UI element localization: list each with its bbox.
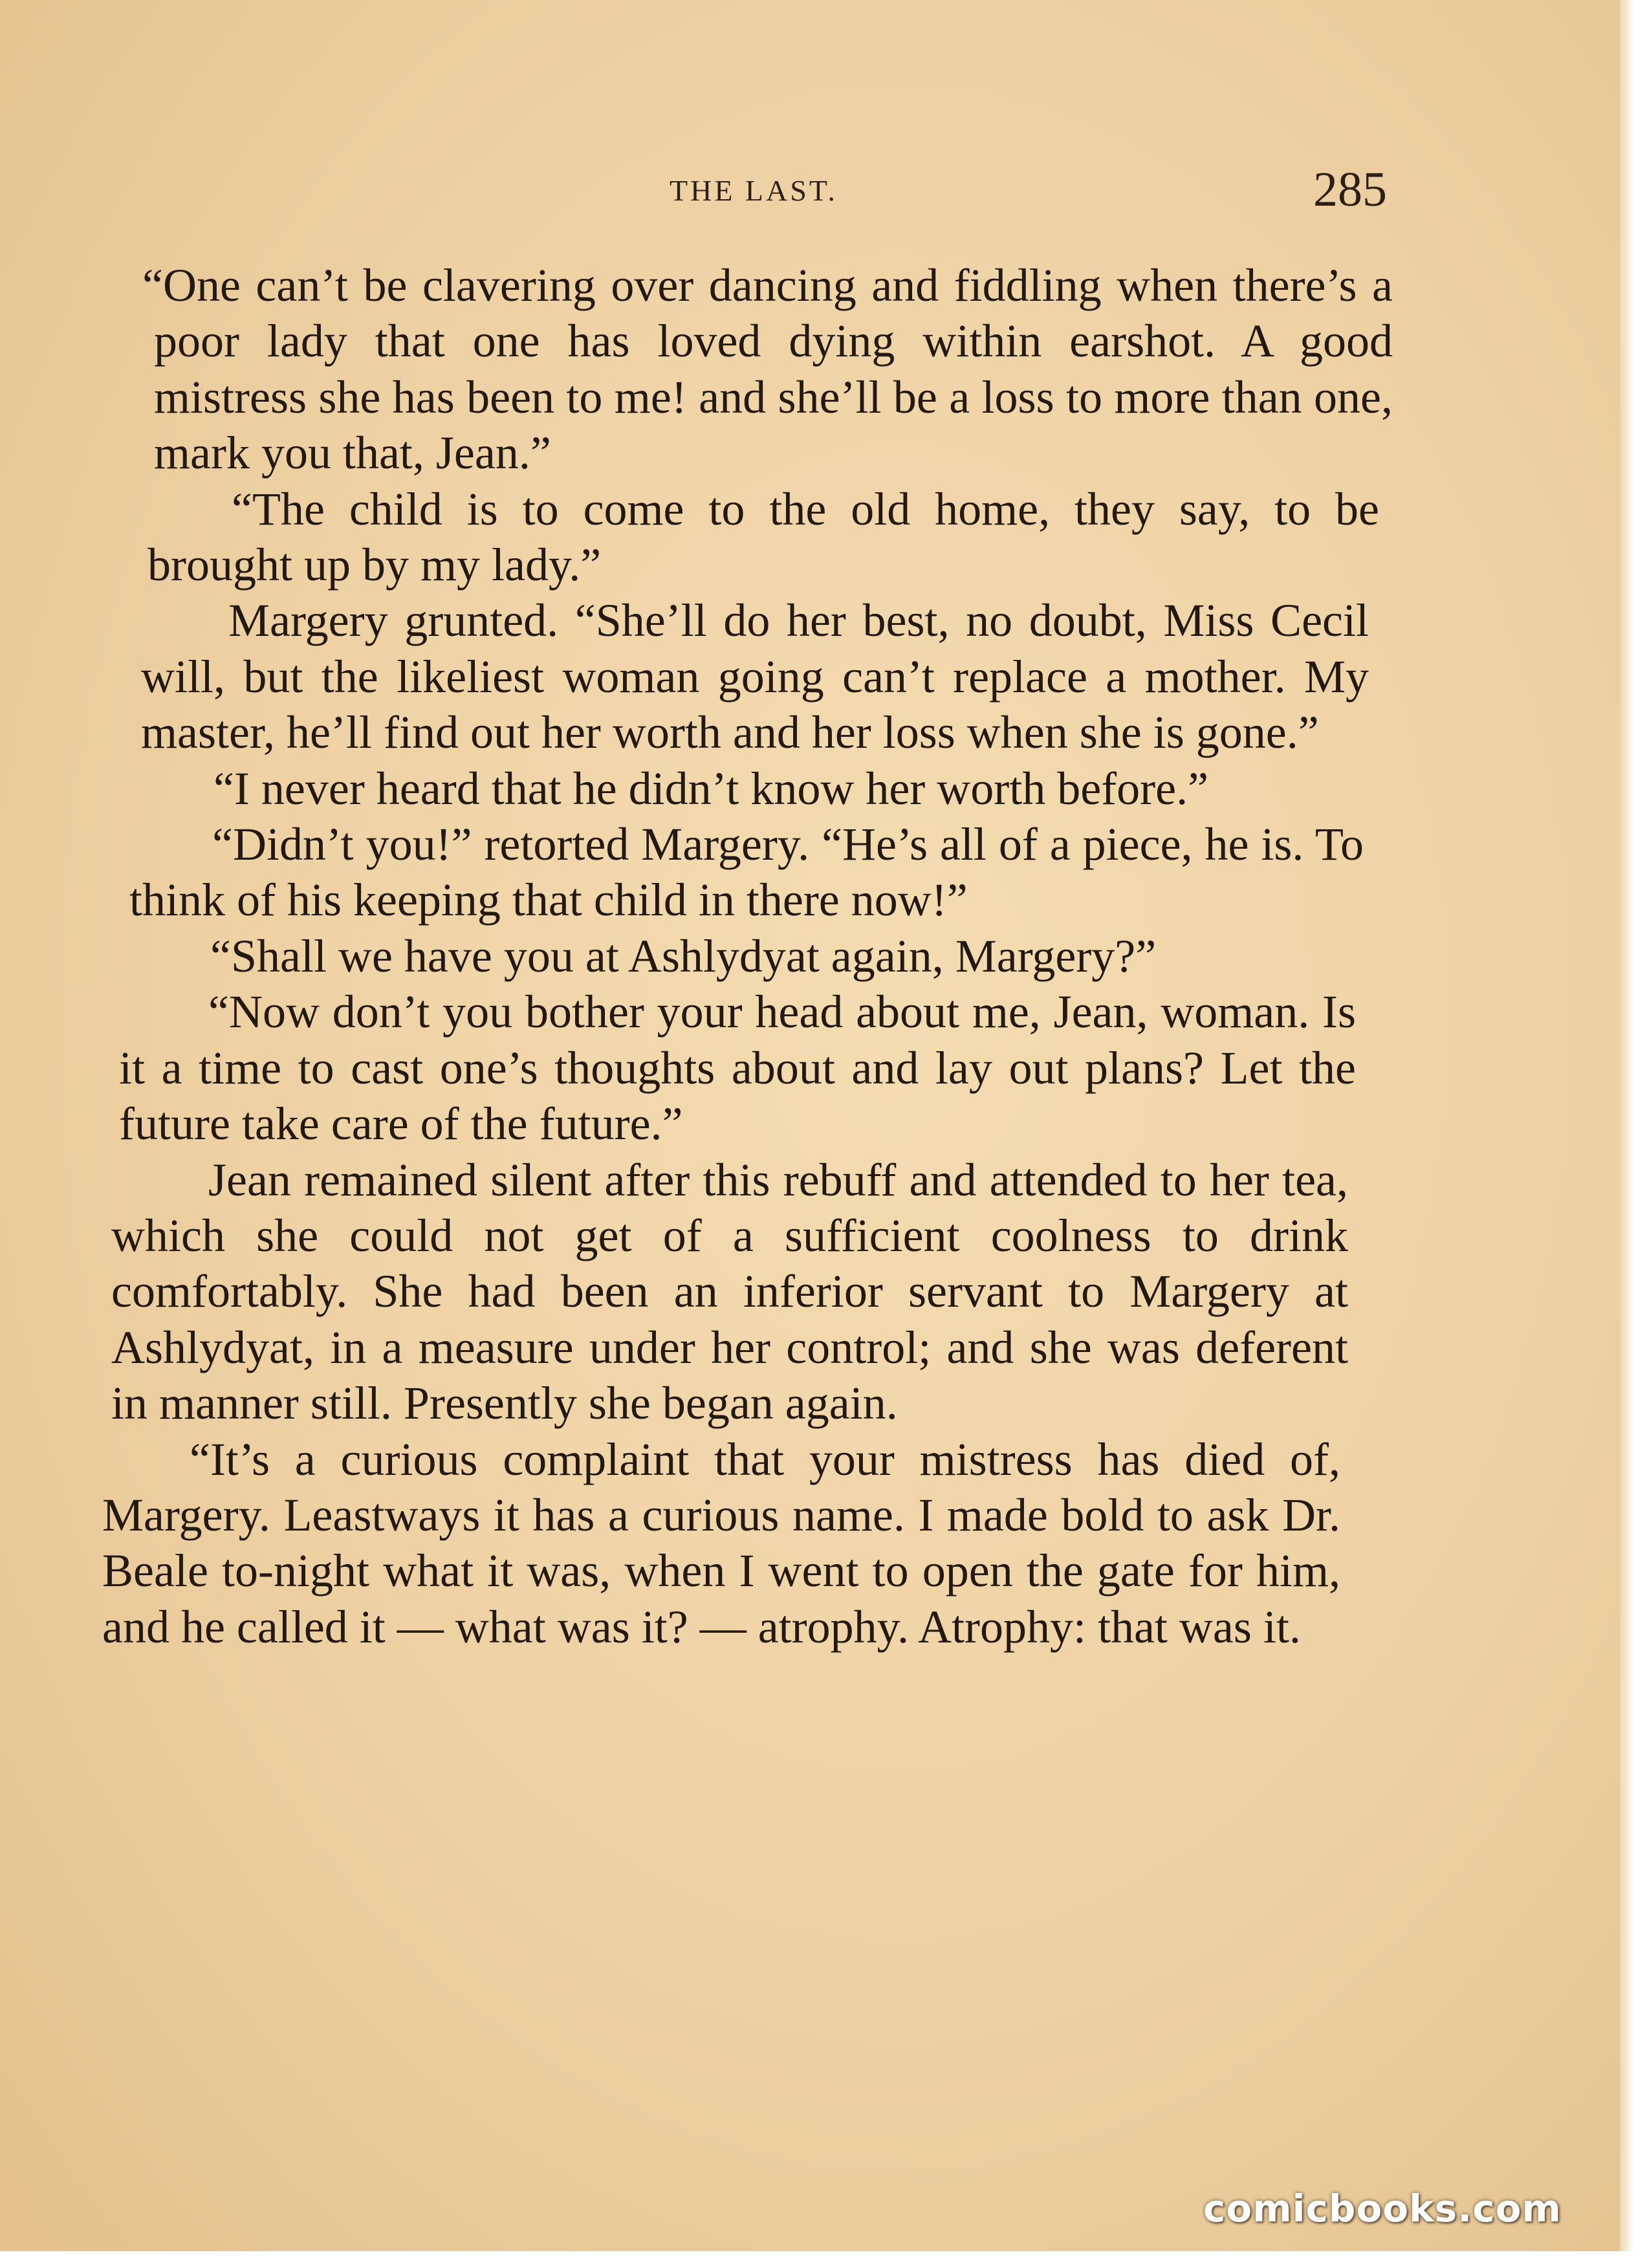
page-header [0, 162, 1634, 220]
paragraph-8: Jean remained silent after this rebuff and attended to her tea, which she could not get of a sufficient coolness to drink comfortably. She had been an inferior servant to Margery at Ashlydyat, in a measure under her control; and she was deferent in manner still. Presently she began again. [111, 1153, 1348, 1430]
paragraph-5: “Didn’t you!” retorted Margery. “He’s all of a piece, he is. To think of his keeping that child in there now!” [129, 818, 1364, 926]
paragraph-7: “Now don’t you bother your head about me, Jean, woman. Is it a time to cast one’s thoughts about and lay out plans? Let the future take care of the future.” [119, 986, 1356, 1150]
paragraph-1: “One can’t be clavering over dancing and fiddling when there’s a poor lady that one has loved dying within earshot. A good mistress she has been to me! and she’ll be a loss to more than one, mark you that, Jean.” [142, 259, 1393, 479]
paragraph-3: Margery grunted. “She’ll do her best, no doubt, Miss Cecil will, but the likeliest woman going can’t replace a mother. My master, he’ll find out her worth and her loss when she is gone.” [141, 594, 1369, 759]
paragraph-9: “It’s a curious complaint that your mistress has died of, Margery. Leastways it has a curious name. I made bold to ask Dr. Beale to-night what it was, when I went to open the gate for him, and he called it — what was it? — atrophy. Atrophy: that was it. [102, 1433, 1340, 1653]
page-number: 285 [1313, 162, 1387, 217]
paragraph-2: “The child is to come to the old home, they say, to be brought up by my lady.” [147, 483, 1379, 591]
running-head: THE LAST. [670, 174, 838, 207]
body-text [0, 257, 1634, 1655]
paragraph-4: “I never heard that he didn’t know her worth before.” [213, 762, 1209, 814]
watermark: comicbooks.com [1203, 2186, 1562, 2230]
paragraph-6: “Shall we have you at Ashlydyat again, Margery?” [210, 930, 1157, 982]
